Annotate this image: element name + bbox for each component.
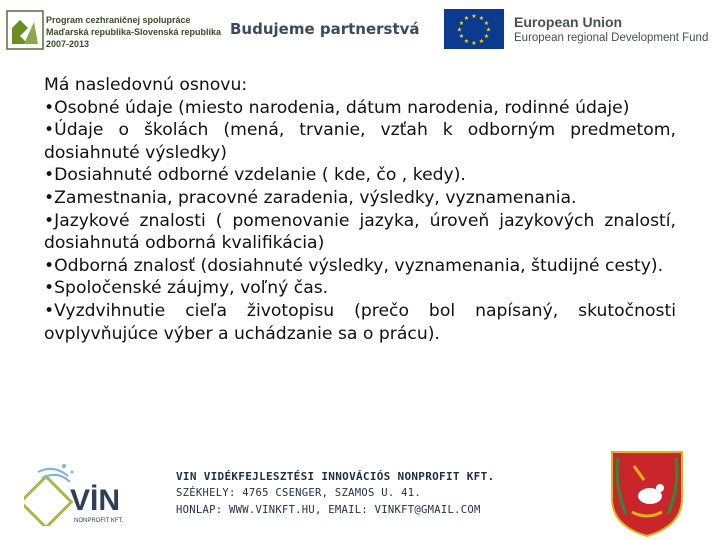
svg-text:★: ★	[456, 26, 463, 34]
bullet-item: •Jazykové znalosti ( pomenovanie jazyka, úroveň jazykových znalostí, dosiahnutá odborná kvalifikácia)	[44, 210, 676, 254]
bullet-item: •Osobné údaje (miesto narodenia, dátum narodenia, rodinné údaje)	[44, 97, 630, 118]
bullet-item: •Dosiahnuté odborné vzdelanie ( kde, čo , kedy).	[44, 165, 466, 186]
svg-text:★: ★	[483, 33, 490, 40]
program-name	[46, 14, 221, 50]
bullet-item: •Údaje o školách (mená, trvanie, vzťah k odborným predmetom, dosiahnuté výsledky)	[44, 120, 676, 163]
bullet-item: •Zamestnania, pracovné zaradenia, výsledky, vyznamenania.	[44, 187, 577, 208]
program-line-1: Program cezhraničnej spolupráce	[46, 15, 191, 25]
svg-text:★: ★	[478, 15, 485, 22]
svg-text:★: ★	[471, 40, 477, 47]
svg-text:★: ★	[463, 38, 470, 45]
svg-text:★: ★	[483, 20, 490, 27]
svg-text:★: ★	[458, 33, 465, 40]
eu-flag-icon	[444, 9, 504, 49]
svg-text:★: ★	[471, 13, 477, 20]
vin-contact: HONLAP: WWW.VINKFT.HU, EMAIL: VINKFT@GMAIL.COM	[176, 504, 481, 516]
bullet-item: •Odborná znalosť (dosiahnuté výsledky, vyznamenania, študijné cesty).	[44, 255, 664, 276]
eu-subtitle: European regional Development Fund	[514, 32, 709, 44]
eu-title: European Union	[514, 14, 623, 30]
vin-company-info	[176, 468, 494, 519]
coat-of-arms-icon	[608, 446, 686, 538]
program-line-2: Maďarská republika-Slovenská republika	[46, 27, 222, 37]
bullet-item: •Vyzdvihnutie cieľa životopisu (prečo bol napísaný, skutočnosti ovplyvňujúce výber a uchádzanie sa o prácu).	[44, 300, 676, 344]
bullet-item: •Spoločenské záujmy, voľný čas.	[44, 278, 329, 299]
program-line-3: 2007-2013	[46, 39, 90, 49]
svg-text:★: ★	[485, 26, 492, 34]
vin-company-name: VIN VIDÉKFEJLESZTÉSI INNOVÁCIÓS NONPROFIT KFT.	[176, 470, 495, 483]
vin-logo-text: VİN	[70, 484, 121, 517]
svg-text:★: ★	[463, 15, 470, 22]
svg-text:★: ★	[478, 38, 485, 45]
slogan: Budujeme partnerstvá	[230, 20, 420, 38]
intro-line: Má nasledovnú osnovu:	[44, 75, 248, 95]
svg-text:★: ★	[458, 20, 465, 27]
program-logo-icon	[6, 10, 44, 50]
vin-logo	[24, 460, 154, 526]
vin-logo-subtext: NONPROFIT KFT.	[74, 518, 124, 524]
vin-address: SZÉKHELY: 4765 CSENGER, SZAMOS U. 41.	[176, 487, 421, 499]
main-content	[44, 74, 676, 345]
